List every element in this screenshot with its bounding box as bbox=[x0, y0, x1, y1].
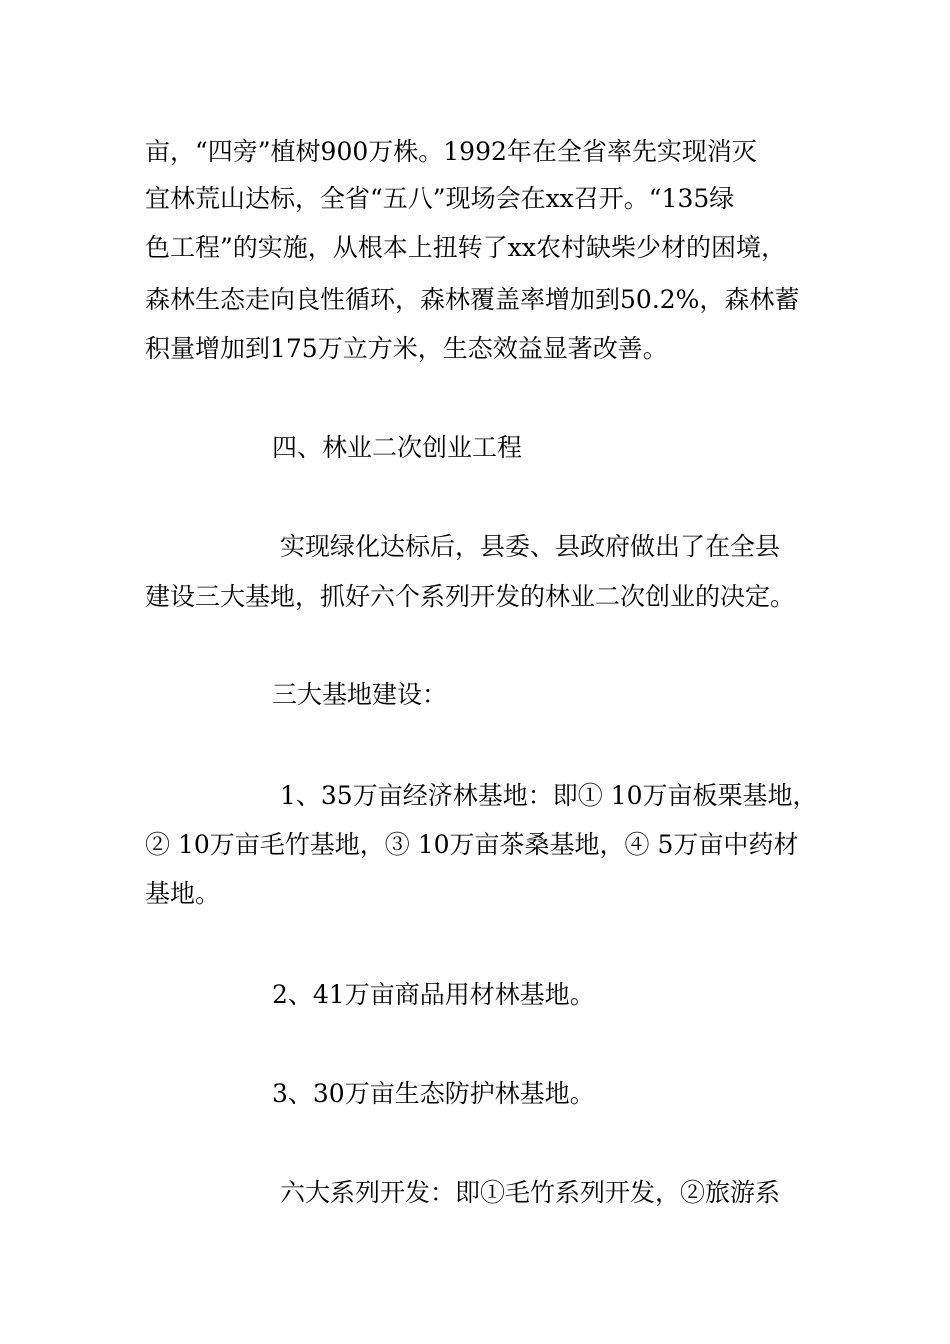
list-item-line: 基地。 bbox=[145, 879, 221, 908]
paragraph-line: 积量增加到175万立方米，生态效益显著改善。 bbox=[145, 334, 668, 363]
list-item-line: ② 10万亩毛竹基地，③ 10万亩茶桑基地，④ 5万亩中药材 bbox=[145, 830, 799, 859]
paragraph-line: 实现绿化达标后，县委、县政府做出了在全县 bbox=[280, 532, 781, 561]
paragraph-line: 宜林荒山达标，全省“五八”现场会在xx召开。“135绿 bbox=[145, 184, 735, 213]
paragraph-line: 森林生态走向良性循环，森林覆盖率增加到50.2%，森林蓄 bbox=[145, 285, 800, 314]
paragraph-line: 色工程”的实施，从根本上扭转了xx农村缺柴少材的困境， bbox=[145, 233, 786, 262]
subsection-title: 三大基地建设： bbox=[272, 680, 448, 709]
list-item: 3、30万亩生态防护林基地。 bbox=[272, 1079, 595, 1108]
paragraph-line: 亩，“四旁”植树900万株。1992年在全省率先实现消灭 bbox=[145, 137, 757, 166]
section-heading: 四、林业二次创业工程 bbox=[272, 433, 523, 462]
list-item-line: 1、35万亩经济林基地：即① 10万亩板栗基地， bbox=[280, 781, 818, 810]
list-item: 2、41万亩商品用材林基地。 bbox=[272, 980, 595, 1009]
paragraph-line: 建设三大基地，抓好六个系列开发的林业二次创业的决定。 bbox=[145, 582, 796, 611]
paragraph-line: 六大系列开发：即①毛竹系列开发，②旅游系 bbox=[280, 1178, 781, 1207]
